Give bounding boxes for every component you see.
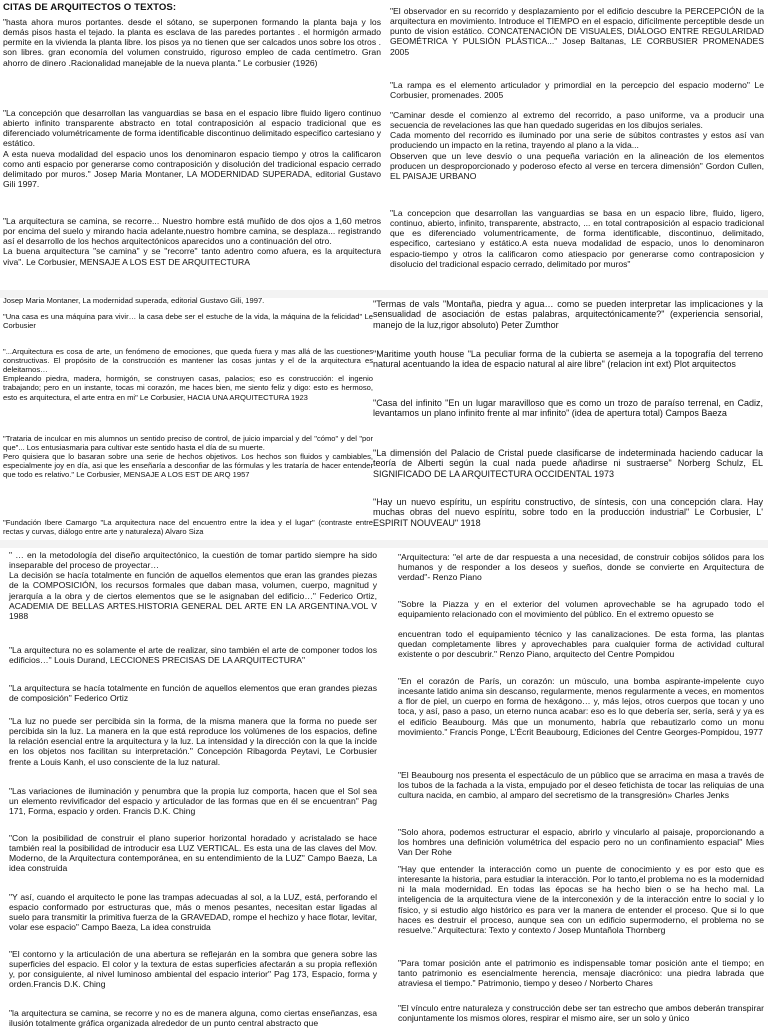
section-divider bbox=[0, 540, 768, 548]
quote-ribagorda-luz: "La luz no puede ser percibida sin la forma, de la misma manera que la forma no puede ser percibida sin la luz. La manera en la que está reproduce los volúmenes de los espacios, define la relación esencial entre la arquitectura y la luz. La intensidad y la dirección con la que la incide en los objetos nos facilitan su interpretación." Concepción Ribagorda Peytavi, Le Corbusier frente a Louis Kanh, el uso consciente de la luz natural. bbox=[9, 716, 377, 767]
quote-le-corbusier-alumnos: "Trataria de inculcar en mis alumnos un sentido preciso de control, de juicio imparcial y del "cómo" y del "por que"... Los entusiasmaria para cultivar este sentido hasta el día de su muerte. Pero quisiera que lo basaran sobre una serie de hechos objetivos. Los hechos son fluidos y cambiables, especialmente joy en día, asi que les enseñaría a desconfiar de las fórmulas y les trataría de hacer entender que todo es relativo." Le Corbusier, MENSAJE A LOS EST DE ARQ 1957 bbox=[3, 434, 373, 480]
page-title: CITAS DE ARQUITECTOS O TEXTOS: bbox=[3, 2, 177, 13]
quote-ponge-beaubourg: "En el corazón de París, un corazón: un músculo, una bomba aspirante-impelente cuyo incesante latido anima sin descanso, regularmente, menos regularmente a veces, en momentos a flor de piel, un cuerpo en forma de hexágono… y, más lejos, otros cuerpos que tocan y uno toca, y así, paso a paso, un eterno nunca acabar: eso es lo que debería ser, sería, será y ya es el edificio Beaubourg. Más que un monumento, habría que rebautizarlo como un monu movimiento." Francis Ponge, L'Écrit Beaubourg, Ediciones del Centre Georges-Pompidou, 1977 bbox=[398, 676, 764, 737]
quote-siza-ibere-camargo: "Fundación Ibere Camargo "La arquitectura nace del encuentro entre la idea y el lugar" (contraste entre rectas y curvas, diálogo entre arte y naturaleza) Alvaro Siza bbox=[3, 518, 373, 537]
quote-montaner-vanguardias: "La concepción que desarrollan las vanguardias se basa en el espacio libre fluido ligero continuo abierto infinito transparente abstracto en total contraposición al espacio tradicional que es diferenciado volumétricamente de forma identificable discontinuo delimitado especifico cartesiano y estático. A esta nueva modalidad del espacio unos los denominaron espacio tiempo y otros la calificaron como anti espacio por generarse como contraposición y disolución del tradicional espacio cerrado delimitado por muros." Josep Maria Montaner, LA MODERNIDAD SUPERADA, editorial Gustavo Gili 1997. bbox=[3, 108, 381, 189]
quote-ching-abertura: "El contorno y la articulación de una abertura se reflejarán en la sombra que genera sobre las superficies del espacio. El color y la textura de estas superficies afectarán a su propia reflexión y, por consiguiente, al nivel luminoso ambiental del espacio interior" Pag 173, Espacio, forma y orden.Francis D.K. Ching bbox=[9, 949, 377, 990]
quote-zumthor-termas-vals: "Termas de vals "Montaña, piedra y agua… como se pueden interpretar las implicaciones y la sensualidad de asociación de estas palabras, arquitectónicamente?" (experiencia sensorial, manejo de la luz,rigor absoluto) Peter Zumthor bbox=[373, 299, 763, 330]
quote-chares-patrimonio: "Para tomar posición ante el patrimonio es indispensable tomar posición ante el tiempo; en tanto patrimonio es esencialmente herencia, mensaje diacrónico: una piedra labrada que atraviesa el tiempo." Patrimonio, tiempo y deseo / Norberto Chares bbox=[398, 958, 764, 989]
quote-rampa: "La rampa es el elemento articulador y primordial en la percepcio del espacio moderno" Le Corbusier, promenades. 2005 bbox=[390, 80, 764, 101]
quote-campo-baeza-luz-vertical: "Con la posibilidad de construir el plano superior horizontal horadado y acristalado se hace también real la posibilidad de introducir esa LUZ VERTICAL. Es esta una de las claves del Mov. Moderno, de la Arquitectura contemporánea, en su entendimiento de la LUZ" Campo Baeza, La idea construida bbox=[9, 833, 377, 874]
quote-le-corbusier-arte: "...Arquitectura es cosa de arte, un fenómeno de emociones, que queda fuera y mas allá de las cuestiones constructivas. El propósito de la construcción es mantener las cosas juntas y el de la arquitectura es deleitarnos… Empleando piedra, madera, hormigón, se construyen casas, palacios; eso es construcción: el ingenio trabajando; pero en un instante, tocas mi corazón, me haces bien, me siento feliz y digo: esto es hermoso, esto es arquitectura, el arte entra en mi" Le Corbusier, HACIA UNA ARQUITECTURA 1923 bbox=[3, 347, 373, 402]
quote-se-camina-fragment: "la arquitectura se camina, se recorre y no es de manera alguna, como ciertas enseñanzas, esa ilusión totalmente gráfica organizada alrededor de un punto central abstracto que bbox=[9, 1008, 377, 1028]
quote-campo-baeza-gravedad: "Y así, cuando el arquitecto le pone las trampas adecuadas al sol, a la LUZ, está, perforando el espacio conformado por estructuras que, más o menos pesantes, necesitan estar ligadas al suelo para transmitir la primitiva fuerza de la GRAVEDAD, rompe el hechizo y hace flotar, levitar, volar ese espacio" Campo Baeza, La idea construida bbox=[9, 892, 377, 933]
quote-le-corbusier-planta-libre: "hasta ahora muros portantes. desde el sótano, se superponen formando la planta baja y los demás pisos hasta el tejado. la planta es esclava de las paredes portantes . el hormigón armado permite en la vivienda la planta libre. los pisos ya no tienen que ser calcados unos sobre los otros . son libres. gran economía del volumen construido, riguroso empleo de cada centímetro. Gran ahorro de dinero .Racionalidad manejable de la nueva planta." Le corbusier (1926) bbox=[3, 17, 381, 68]
quote-vanguardias-espacio-libre: "La concepcion que desarrollan las vanguardias se basa en un espacio libre, fluido, ligero, continuo, abierto, infinito, transparente, abstracto, ... en total contraposición al espacio tradicional que es diferenciado volumentricamente, de forma identificable, discontinuo, delimitado, especifico, cartesiano y estático.A esta nueva modalidad de espacio, unos lo denominaron espacio-tiempo y otros la calificaron como atiespacio por generarse como contraposicion y disolucio del tradicional espacio cerrado, delimitado por muros" bbox=[390, 208, 764, 269]
quote-ching-iluminacion: "Las variaciones de iluminación y penumbra que la propia luz comporta, hacen que el Sol sea un elemento revivificador del espacio y articulador de las formas que en él se encuentran" Pag 171, Forma, espacio y orden. Francis D.K. Ching bbox=[9, 786, 377, 817]
quote-le-corbusier-se-camina: "La arquitectura se camina, se recorre... Nuestro hombre está muñido de dos ojos a 1,60 metros por encima del suelo y mirando hacia adelante,nuestro hombre camina, se desplaza... registrando así el desarrollo de los hechos arquitectónicos aparecidos uno a continuación del otro. La buena arquitectura "se camina" y se "recorre" tanto adentro como afuera, es la arquitectura viva". Le Corbusier, MENSAJE A LOS EST DE ARQUITECTURA bbox=[3, 216, 381, 267]
quote-piano-pompidou: encuentran todo el equipamiento técnico y las canalizaciones. De esta forma, las plantas quedan completamente libres y aprovechables para cualquier forma de actividad cultural existente o por descubrir." Renzo Piano, arquitecto del Centre Pompidou bbox=[398, 629, 764, 660]
quote-ortiz-composicion: "La arquitectura se hacía totalmente en función de aquellos elementos que eran grandes piezas de composición" Federico Ortiz bbox=[9, 683, 377, 704]
quote-le-corbusier-maquina: "Una casa es una máquina para vivir… la casa debe ser el estuche de la vida, la máquina de la felicidad" Le Corbusier bbox=[3, 312, 373, 331]
quote-jenks-beaubourg: "El Beaubourg nos presenta el espectáculo de un público que se arracima en masa a través de los tubos de la fachada a la vista, empujado por el deseo fetichista de tocar las reliquias de una cultura nacida, en cambio, al amparo del secretismo de la transgresión» Charles Jenks bbox=[398, 770, 764, 801]
quote-piano-piazza: "Sobre la Piazza y en el exterior del volumen aprovechable se ha agrupado todo el equipamiento relacionado con el movimiento del público. En el extremo opuesto se bbox=[398, 599, 764, 620]
quote-cullen-paisaje-urbano: "Caminar desde el comienzo al extremo del recorrido, a paso uniforme, va a producir una secuencia de revelaciones las que han quedado sugeridas en los dibujos seriales. Cada momento del recorrido es iluminado por una serie de súbitos contrastes y estos así van produciendo un impacto en la retina, trayendo al plano a la vida... Observen que un leve desvío o una pequeña variación en la alineación de los elementos producen un desproporcionado y poderoso efecto al verse en tercera dimensión" Gordon Cullen, EL PAISAJE URBANO bbox=[390, 110, 764, 181]
quote-plot-maritime-youth-house: "Maritime youth house "La peculiar forma de la cubierta se asemeja a la topografía del terreno natural acentuando la idea de espacio natural al aire libre" (relacion int ext) Plot arquitectos bbox=[373, 349, 763, 370]
quote-ortiz-tomar-partido: " … en la metodología del diseño arquitectónico, la cuestión de tomar partido siempre ha sido inseparable del proceso de proyectar… La decisión se hacía totalmente en función de aquellos elementos que eran las grandes piezas de la COMPOSICIÓN, los recursos formales que daban masa, volumen, cuerpo, magnitud y jerarquía a la obra y de ciertos elementos que se le asignaban del edificio…" Federico Ortiz, ACADEMIA DE BELLAS ARTES.HISTORIA GENERAL DEL ARTE EN LA ARGENTINA.VOL V 1988 bbox=[9, 550, 377, 621]
quote-muntanola: "Hay que entender la interacción como un puente de conocimiento y es por esto que es interesante la historia, para estudiar la interacción. Por lo tanto,el problema no es la modernidad ni la mala modernidad. En todas las épocas se ha hecho bien o se ha hecho mal. La inteligencia de la arquitectura viene de la interconexión y de la interacción entre lo social y lo físico, y si estudio algo histórico es para ver la manera de entender el proceso. Que si lo que haces es destruir el proceso, aunque sea con un edificio supermoderno, el problema no se resuelve." Arquitectura: Texto y contexto / Josep Muntañola Thornberg bbox=[398, 864, 764, 935]
quote-norberg-schulz: "La dimensión del Palacio de Cristal puede clasificarse de indeterminada haciendo caducar la teoría de Alberti según la cual nada puede añadirse ni sustraerse" Norberg Schulz, EL SIGNIFICADO DE LA ARQUITECTURA OCCIDENTAL 1973 bbox=[373, 448, 763, 479]
citation-montaner: Josep Maria Montaner, La modernidad superada, editorial Gustavo Gili, 1997. bbox=[3, 296, 265, 305]
quote-baltanas-promenades: "El observador en su recorrido y desplazamiento por el edificio descubre la PERCEPCIÓN de la arquitectura en movimiento. Introduce el TIEMPO en el espacio, difícilmente perceptible desde un punto de vision estático. CONCATENACIÓN DE VISUALES, DIÁLOGO ENTRE REGULARIDAD GEOMÉTRICA Y PULSIÓN PLÁSTICA..." Josep Baltanas, LE CORBUSIER PROMENADES 2005 bbox=[390, 6, 764, 57]
quote-renzo-piano-arquitectura: "Arquitectura: "el arte de dar respuesta a una necesidad, de construir cobijos sólidos para los humanos y de responder a los deseos y sueños, donde se convierte en Arquitectura de verdad"- Renzo Piano bbox=[398, 552, 764, 583]
quote-naturaleza-construccion: "El vínculo entre naturaleza y construcción debe ser tan estrecho que ambos deberán transpirar conjuntamente los mismos olores, respirar el mismo aire, ser un solo y único bbox=[398, 1003, 764, 1024]
quote-campo-baeza-casa-infinito: "Casa del infinito "En un lugar maravilloso que es como un trozo de paraíso terrenal, en Cadiz, levantamos un plano infinito frente al mar infinito" (idea de apertura total) Campos Baeza bbox=[373, 398, 763, 419]
quote-durand: "La arquitectura no es solamente el arte de realizar, sino también el arte de componer todos los edificios…" Louis Durand, LECCIONES PRECISAS DE LA ARQUITECTURA" bbox=[9, 645, 377, 666]
quote-mies-van-der-rohe: "Solo ahora, podemos estructurar el espacio, abrirlo y vincularlo al paisaje, proporcionando a los hombres una definición volumétrica del espacio pero no un confinamiento espacial" Mies Van Der Rohe bbox=[398, 827, 764, 858]
quote-le-corbusier-espirit-nouveau: "Hay un nuevo espíritu, un espíritu constructivo, de síntesis, con una concepción clara. Hay muchas obras del nuevo espíritu, sobre todo en la producción industrial" Le Corbusier, L' ESPIRIT NOUVEAU" 1918 bbox=[373, 497, 763, 528]
